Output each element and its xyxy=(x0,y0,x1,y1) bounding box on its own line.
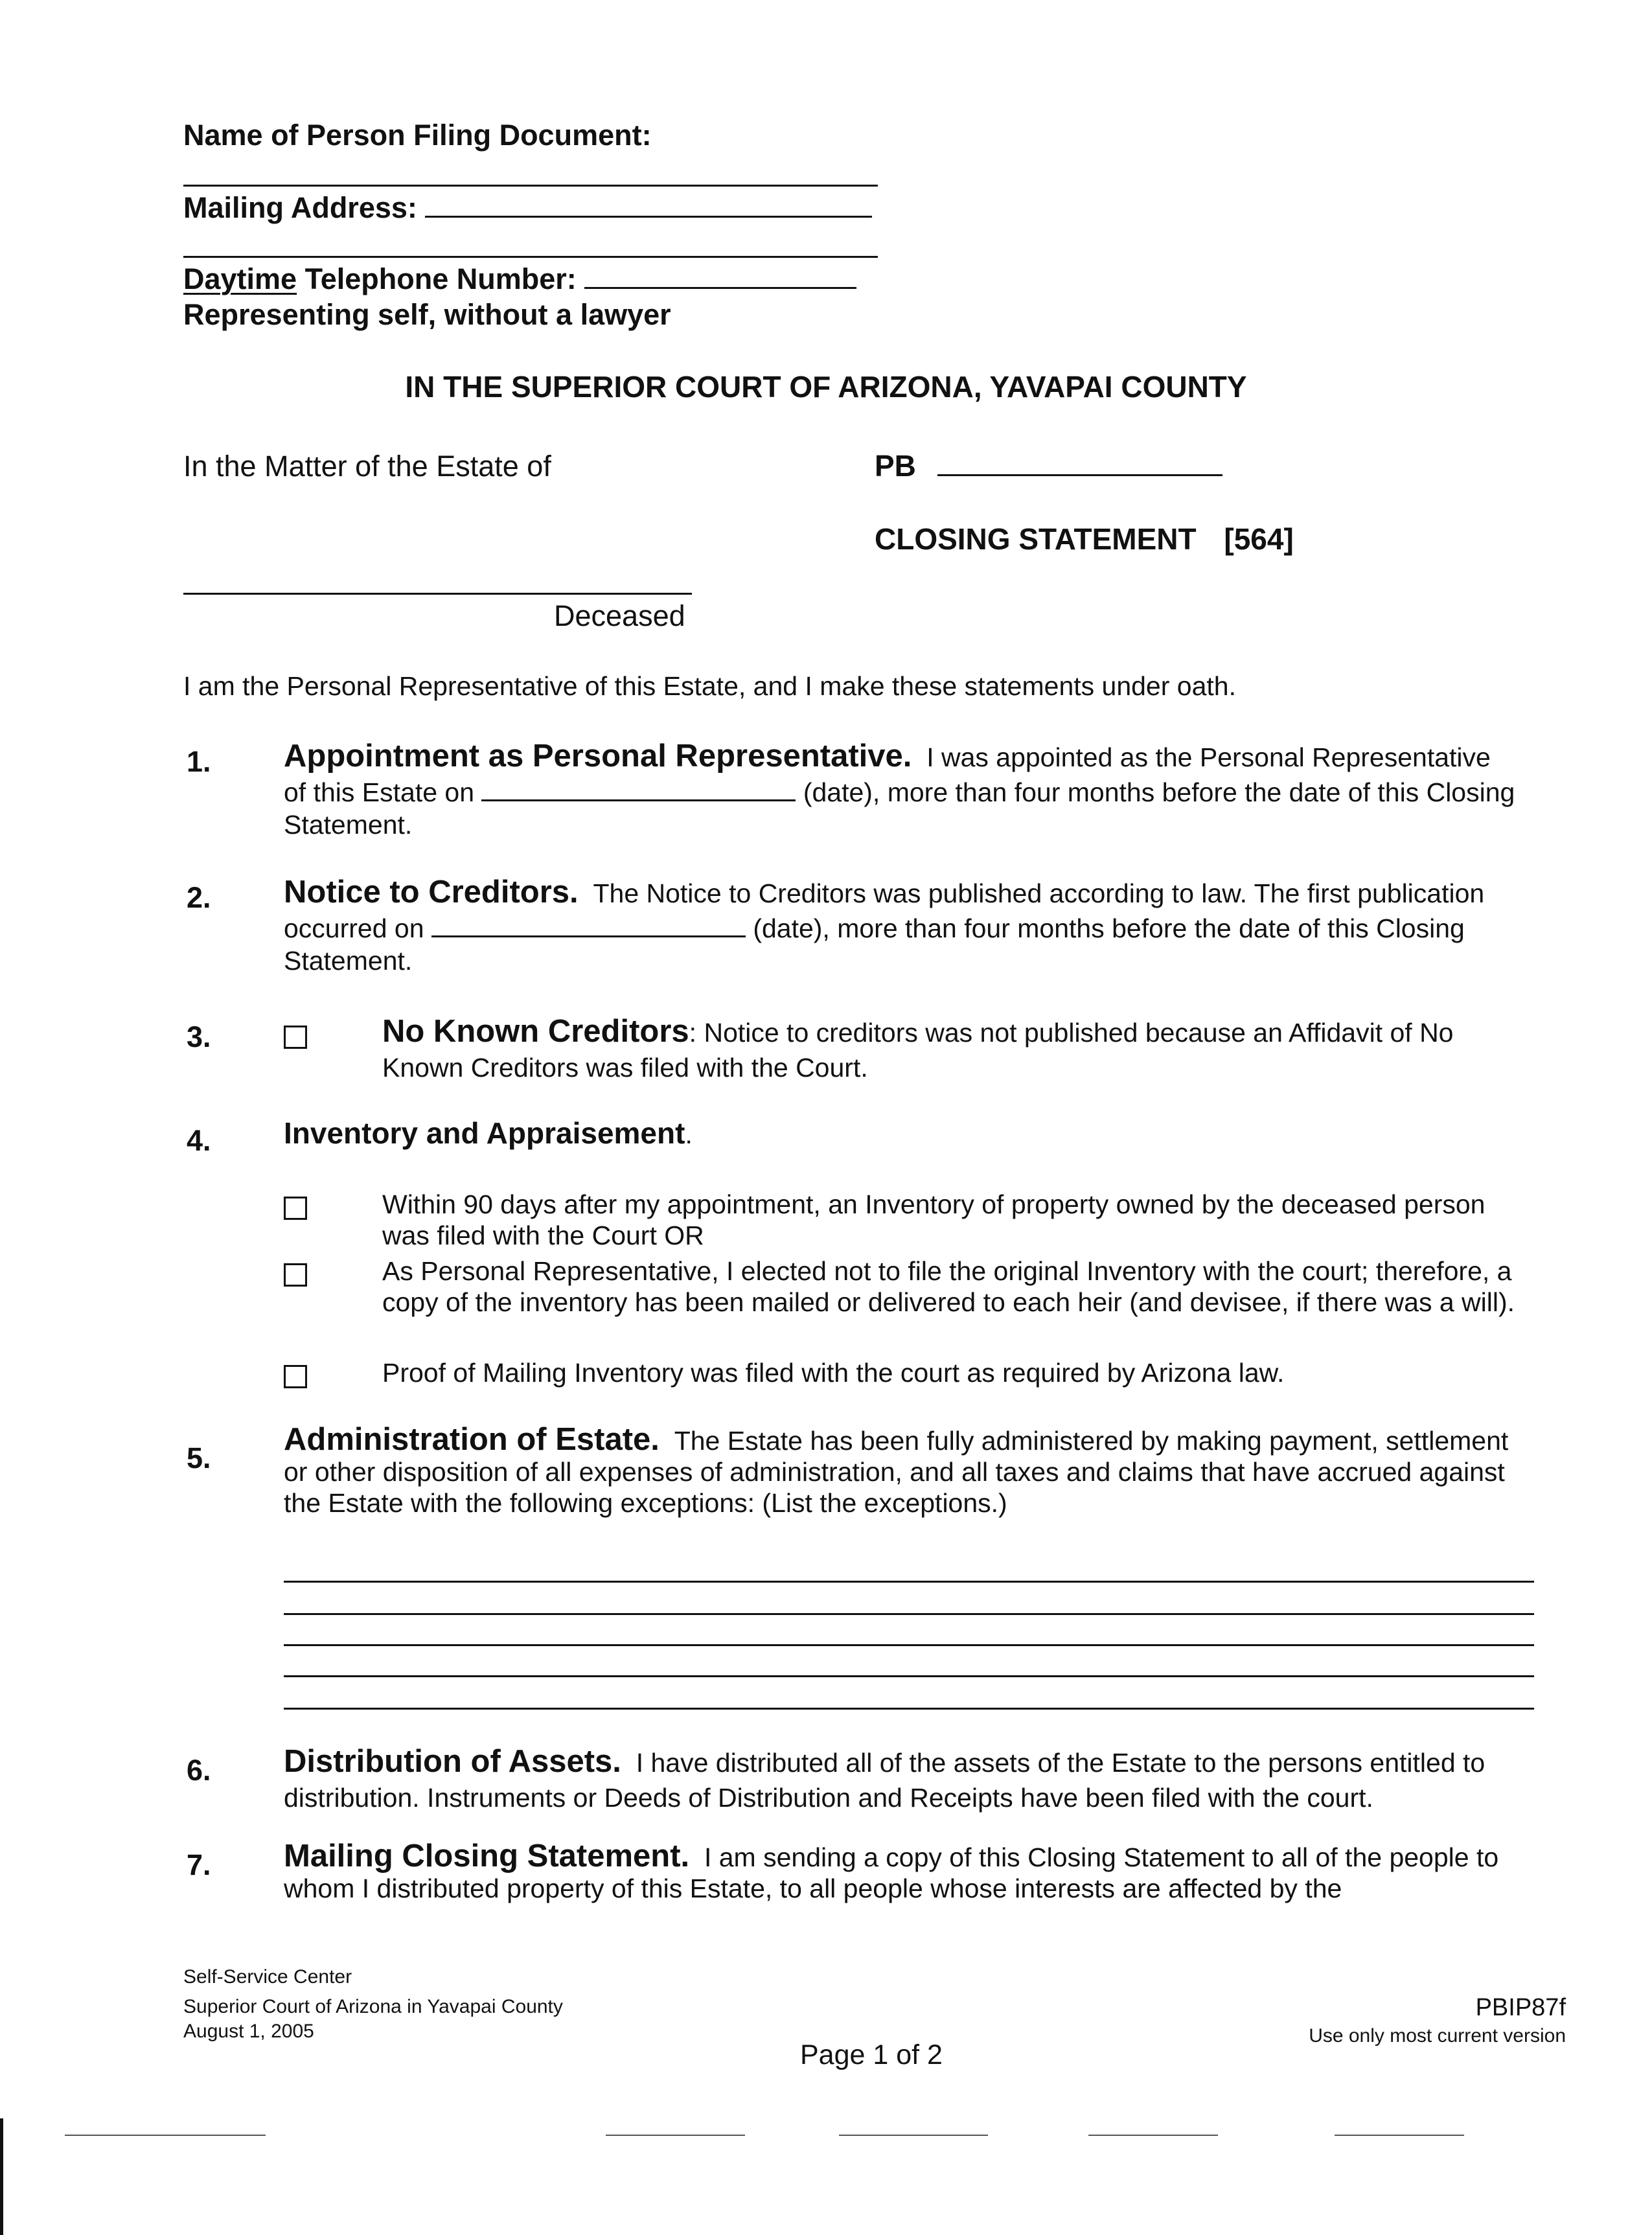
item-1-text-c: (date), more than four months before the date of this Closing xyxy=(803,777,1515,807)
representing-self-text: Representing self, without a lawyer xyxy=(183,298,671,331)
form-id: PBIP87f xyxy=(1475,1994,1566,2021)
publication-date-line[interactable] xyxy=(431,912,746,937)
intro-statement: I am the Personal Representative of this Estate, and I make these statements under oath. xyxy=(183,671,1236,701)
inventory-option-1-b: was filed with the Court OR xyxy=(382,1221,704,1250)
scan-artifact-line xyxy=(606,2135,745,2136)
item-7-number: 7. xyxy=(187,1848,211,1881)
item-6-text-a: I have distributed all of the assets of the Estate to the persons entitled to xyxy=(636,1748,1486,1778)
item-2-text-d: Statement. xyxy=(284,946,413,976)
mailing-address-line-2[interactable] xyxy=(183,256,878,258)
item-1-number: 1. xyxy=(187,745,211,778)
scan-artifact-line xyxy=(1335,2135,1464,2136)
proof-of-mailing-checkbox[interactable] xyxy=(284,1365,307,1388)
item-6-number: 6. xyxy=(187,1754,211,1787)
document-code: [564] xyxy=(1224,522,1294,556)
footer-court: Superior Court of Arizona in Yavapai County xyxy=(183,1996,563,2017)
item-2-text-a: The Notice to Creditors was published according to law. The first publication xyxy=(593,878,1485,908)
case-number-row xyxy=(875,448,1222,483)
item-1-title: Appointment as Personal Representative. xyxy=(284,739,912,774)
inventory-mailed-checkbox[interactable] xyxy=(284,1263,307,1287)
item-3-title: No Known Creditors xyxy=(382,1014,689,1049)
inventory-option-1-a: Within 90 days after my appointment, an Inventory of property owned by the deceased person xyxy=(382,1189,1486,1219)
scan-edge-mark xyxy=(0,2118,3,2235)
exceptions-line-3[interactable] xyxy=(284,1644,1534,1646)
footer-left xyxy=(183,1964,563,2045)
deceased-name-line[interactable] xyxy=(183,593,692,595)
item-6-text-b: distribution. Instruments or Deeds of Distribution and Receipts have been filed with the court. xyxy=(284,1783,1373,1813)
item-2-text-c: (date), more than four months before the date of this Closing xyxy=(753,913,1465,943)
item-6-distribution xyxy=(284,1744,1579,1815)
mailing-address-label: Mailing Address: xyxy=(183,191,417,224)
item-5-text-b: or other disposition of all expenses of administration, and all taxes and claims that have accrued against xyxy=(284,1457,1505,1487)
item-4-title: Inventory and Appraisement xyxy=(284,1116,685,1150)
document-title xyxy=(875,522,1294,556)
name-of-filer-line[interactable] xyxy=(183,185,878,187)
item-5-administration xyxy=(284,1422,1579,1520)
inventory-option-2-a: As Personal Representative, I elected not to file the original Inventory with the court; therefore, a xyxy=(382,1256,1512,1286)
scan-artifact-line xyxy=(65,2135,266,2136)
case-prefix: PB xyxy=(875,449,916,483)
court-title: IN THE SUPERIOR COURT OF ARIZONA, YAVAPAI COUNTY xyxy=(405,370,1247,404)
inventory-filed-checkbox[interactable] xyxy=(284,1197,307,1220)
phone-label-daytime: Daytime xyxy=(183,262,297,295)
closing-statement-title: CLOSING STATEMENT xyxy=(875,522,1197,556)
inventory-option-1 xyxy=(382,1187,1613,1253)
item-3-number: 3. xyxy=(187,1020,211,1053)
appointment-date-line[interactable] xyxy=(481,776,796,801)
name-of-filer-label: Name of Person Filing Document: xyxy=(183,119,652,152)
item-6-title: Distribution of Assets. xyxy=(284,1744,621,1779)
mailing-address-line[interactable] xyxy=(425,192,872,218)
item-5-title: Administration of Estate. xyxy=(284,1422,660,1457)
version-note: Use only most current version xyxy=(1309,2025,1566,2046)
footer-right xyxy=(1309,1994,1566,2049)
item-2-notice-to-creditors xyxy=(284,875,1579,978)
item-1-text-d: Statement. xyxy=(284,810,413,840)
item-7-title: Mailing Closing Statement. xyxy=(284,1839,690,1874)
scan-artifact-line xyxy=(839,2135,988,2136)
item-1-appointment xyxy=(284,739,1579,842)
item-5-number: 5. xyxy=(187,1441,211,1474)
scan-artifact-line xyxy=(1088,2135,1218,2136)
item-5-text-c: the Estate with the following exceptions: (List the exceptions.) xyxy=(284,1488,1007,1518)
item-7-mailing xyxy=(284,1839,1579,1906)
inventory-option-2-b: copy of the inventory has been mailed or delivered to each heir (and devisee, if there was a will). xyxy=(382,1287,1515,1317)
exceptions-line-4[interactable] xyxy=(284,1675,1534,1677)
inventory-option-2 xyxy=(382,1254,1639,1320)
item-7-text-a: I am sending a copy of this Closing Statement to all of the people to xyxy=(704,1842,1499,1872)
item-1-text-b: of this Estate on xyxy=(284,777,475,807)
page-number: Page 1 of 2 xyxy=(800,2039,943,2070)
item-3-text-b: Known Creditors was filed with the Court. xyxy=(382,1053,868,1083)
item-4-heading xyxy=(284,1116,693,1152)
item-3-no-known-creditors xyxy=(382,1014,1613,1085)
item-1-text-a: I was appointed as the Personal Representative xyxy=(926,742,1491,772)
item-3-text-a: : Notice to creditors was not published because an Affidavit of No xyxy=(689,1018,1454,1048)
exceptions-line-2[interactable] xyxy=(284,1613,1534,1615)
exceptions-line-5[interactable] xyxy=(284,1708,1534,1710)
item-5-text-a: The Estate has been fully administered by making payment, settlement xyxy=(674,1426,1509,1456)
mailing-address-row xyxy=(183,191,872,225)
item-4-number: 4. xyxy=(187,1124,211,1157)
item-2-text-b: occurred on xyxy=(284,913,424,943)
item-2-number: 2. xyxy=(187,881,211,914)
matter-of-estate-label: In the Matter of the Estate of xyxy=(183,450,551,483)
exceptions-line-1[interactable] xyxy=(284,1581,1534,1583)
item-2-title: Notice to Creditors. xyxy=(284,875,579,910)
case-number-line[interactable] xyxy=(937,451,1222,476)
no-known-creditors-checkbox[interactable] xyxy=(284,1026,307,1049)
item-4-title-end: . xyxy=(685,1119,693,1149)
footer-self-service: Self-Service Center xyxy=(183,1966,352,1988)
proof-of-mailing-text: Proof of Mailing Inventory was filed with the court as required by Arizona law. xyxy=(382,1358,1285,1388)
phone-line[interactable] xyxy=(584,264,856,289)
deceased-label: Deceased xyxy=(554,599,685,632)
item-7-text-b: whom I distributed property of this Estate, to all people whose interests are affected by the xyxy=(284,1874,1342,1903)
phone-row xyxy=(183,262,856,296)
footer-date: August 1, 2005 xyxy=(183,2021,314,2042)
phone-label-rest: Telephone Number: xyxy=(297,262,577,295)
